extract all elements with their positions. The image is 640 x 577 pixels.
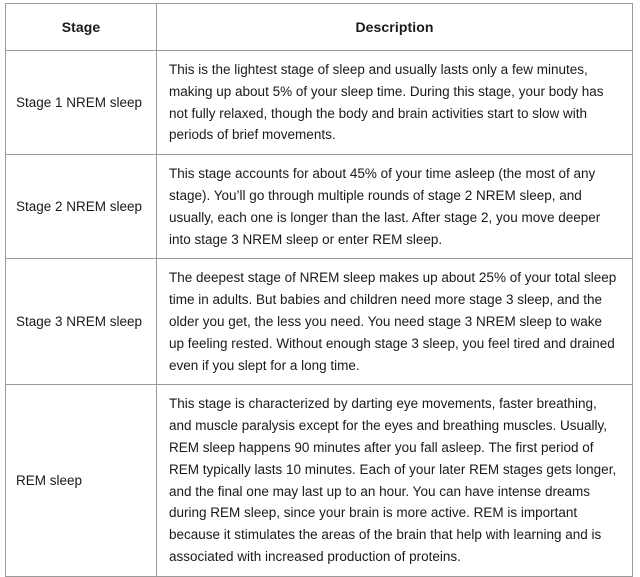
table-header-row <box>6 4 633 51</box>
cell-description: The deepest stage of NREM sleep makes up about 25% of your total sleep time in adults. But babies and children need more stage 3 sleep, and the older you get, the less you need. You need stage 3 NREM sleep to wake up feeling rested. Without enough stage 3 sleep, you feel tired and drained even if you slept for a long time. <box>157 259 633 385</box>
cell-stage: REM sleep <box>6 385 157 576</box>
cell-description: This stage accounts for about 45% of your time asleep (the most of any stage). You’ll go through multiple rounds of stage 2 NREM sleep, and usually, each one is longer than the last. After stage 2, you move deeper into stage 3 NREM sleep or enter REM sleep. <box>157 155 633 259</box>
column-header-description: Description <box>157 4 633 51</box>
table-row <box>6 385 633 576</box>
column-header-stage: Stage <box>6 4 157 51</box>
sleep-stages-table <box>5 3 633 577</box>
table-header <box>6 4 633 51</box>
cell-stage: Stage 3 NREM sleep <box>6 259 157 385</box>
cell-description: This is the lightest stage of sleep and usually lasts only a few minutes, making up about 5% of your sleep time. During this stage, your body has not fully relaxed, though the body and brain activities start to slow with periods of brief movements. <box>157 51 633 155</box>
table-row <box>6 259 633 385</box>
cell-stage: Stage 2 NREM sleep <box>6 155 157 259</box>
table-body <box>6 51 633 577</box>
table-row <box>6 155 633 259</box>
table-row <box>6 51 633 155</box>
cell-stage: Stage 1 NREM sleep <box>6 51 157 155</box>
sleep-stages-table-container <box>5 3 632 564</box>
cell-description: This stage is characterized by darting eye movements, faster breathing, and muscle paralysis except for the eyes and breathing muscles. Usually, REM sleep happens 90 minutes after you fall asleep. The first period of REM typically lasts 10 minutes. Each of your later REM stages gets longer, and the final one may last up to an hour. You can have intense dreams during REM sleep, since your brain is more active. REM is important because it stimulates the areas of the brain that help with learning and is associated with increased production of proteins. <box>157 385 633 576</box>
